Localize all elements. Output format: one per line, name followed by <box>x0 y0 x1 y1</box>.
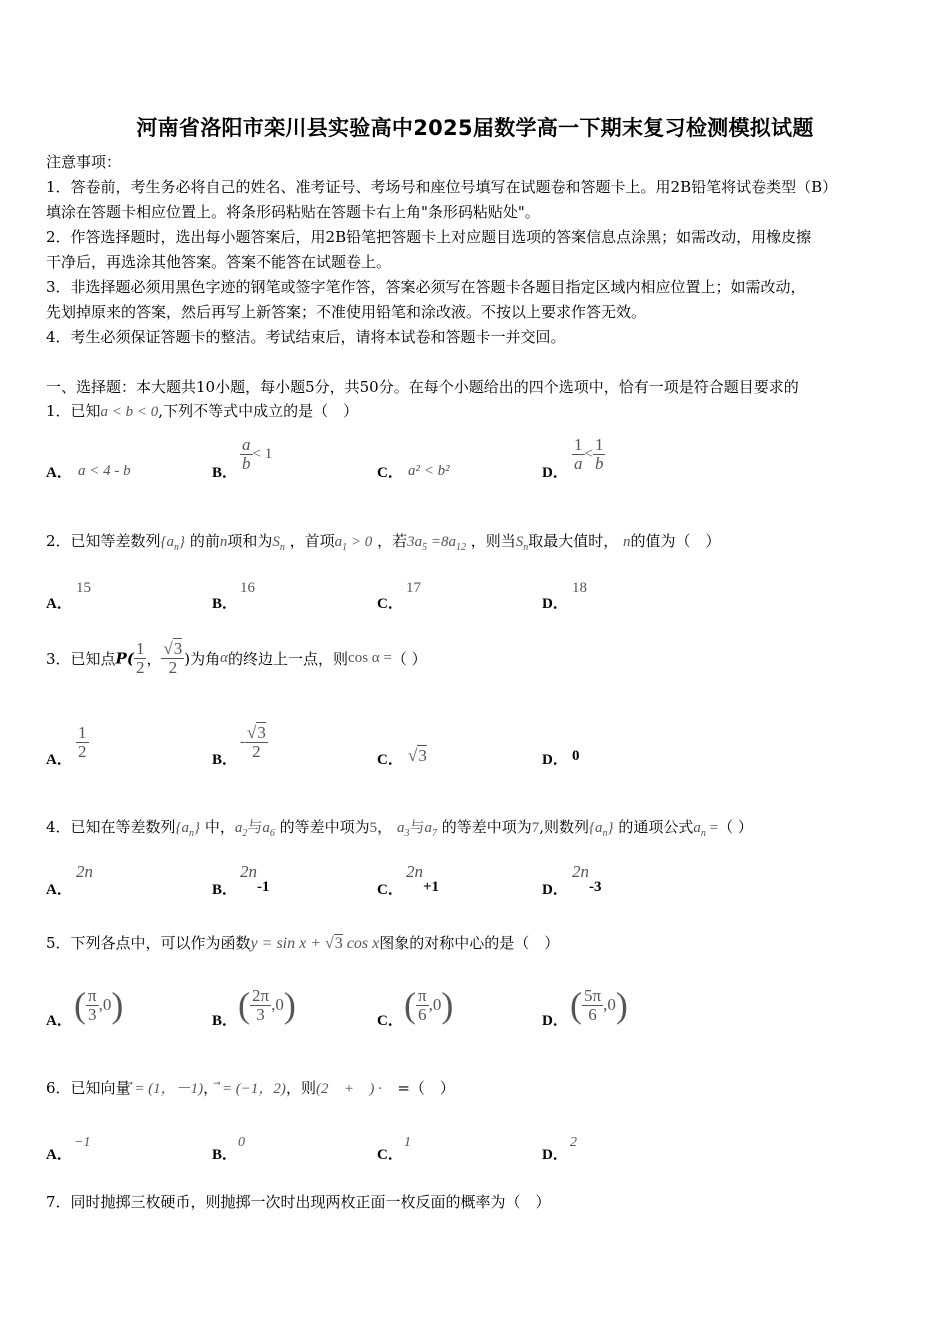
notice-line: 2．作答选择题时，选出每小题答案后，用2B铅笔把答题卡上对应题目选项的答案信息点涂黑；如需改动，用橡皮擦 <box>46 228 812 246</box>
q1-option-c: a² < b² <box>408 463 450 479</box>
option-label-b: B． <box>212 882 238 898</box>
q2-option-b: 16 <box>240 580 255 596</box>
question-2: 2．已知等差数列$\{a_n\}$ 的前n项和为$S_n$ ，首项$a_1 > 0$ ，若$3a_5 =8a_{12}$ ，则当$S_n$取最大值时， n的值为（ ） <box>46 532 721 553</box>
option-label-b: B． <box>212 596 238 612</box>
q6-option-d: 2 <box>570 1135 577 1150</box>
option-label-d: D． <box>542 1013 568 1029</box>
q6-option-c: 1 <box>404 1135 411 1150</box>
option-label-d: D． <box>542 882 568 898</box>
question-3: 3．已知点P( $\frac{1}{2}$ ， $\frac{√3}{2}$ )为角α的终边上一点，则cos α =（ ） <box>46 639 427 677</box>
q1-tail: ,下列不等式中成立的是（ ） <box>158 402 359 420</box>
q6-option-a: −1 <box>74 1135 91 1150</box>
option-label-d: D． <box>542 465 568 481</box>
q5-option-b: ( $\frac{2\pi}{3}$ ,0) <box>238 985 296 1025</box>
option-label-a: A． <box>46 1147 72 1163</box>
question-5: 5．下列各点中，可以作为函数y = sin x + √3 cos x图象的对称中心的是（ ） <box>46 934 560 952</box>
notice-line: 干净后，再选涂其他答案。答案不能答在试题卷上。 <box>46 253 392 271</box>
option-label-b: B． <box>212 1013 238 1029</box>
option-label-b: B． <box>212 465 238 481</box>
q1-option-b: $\frac{a}{b}$ < 1 <box>242 435 273 473</box>
option-label-c: C． <box>377 752 403 768</box>
option-label-a: A． <box>46 752 72 768</box>
option-label-d: D． <box>542 1147 568 1163</box>
question-7: 7．同时抛掷三枚硬币，则抛掷一次时出现两枚正面一枚反面的概率为（ ） <box>46 1193 551 1211</box>
q2-option-c: 17 <box>406 580 421 596</box>
q6-option-b: 0 <box>238 1135 245 1150</box>
q1-condition: a < b < 0 <box>100 404 159 420</box>
q3-option-a: $\frac{1}{2}$ <box>78 723 87 761</box>
question-6: 6．已知向量⃗ = (1，－1)，⃗ = (−1，2)，则(2⃗ + ⃗) · ⃗=（ ） <box>46 1079 455 1097</box>
q2-option-d: 18 <box>572 580 587 596</box>
section-heading: 一、选择题：本大题共10小题，每小题5分，共50分。在每个小题给出的四个选项中，恰有一项是符合题目要求的 <box>46 378 799 396</box>
question-4: 4．已知在等差数列$\{a_n\}$ 中，$a_2$与$a_6$ 的等差中项为5， $a_3$与$a_7$ 的等差中项为7,则数列$\{a_n\}$ 的通项公式$a_n$ =（ ） <box>46 818 753 839</box>
notice-line: 先划掉原来的答案，然后再写上新答案；不准使用铅笔和涂改液。不按以上要求作答无效。 <box>46 303 647 321</box>
option-label-a: A． <box>46 465 72 481</box>
q3-option-c: √3 <box>408 746 427 765</box>
q5-option-d: ( $\frac{5\pi}{6}$ ,0) <box>570 985 628 1025</box>
option-label-c: C． <box>377 1147 403 1163</box>
option-label-b: B． <box>212 752 238 768</box>
option-label-a: A． <box>46 596 72 612</box>
q5-option-a: ( $\frac{\pi}{3}$ ,0) <box>74 985 124 1025</box>
q3-option-d: 0 <box>572 748 580 764</box>
page-title: 河南省洛阳市栾川县实验高中2025届数学高一下期末复习检测模拟试题 <box>136 116 814 140</box>
notice-line: 4．考生必须保证答题卡的整洁。考试结束后，请将本试卷和答题卡一并交回。 <box>46 328 566 346</box>
q4-option-c: 2n+1 <box>406 862 440 895</box>
option-label-d: D． <box>542 596 568 612</box>
q5-option-c: ( $\frac{\pi}{6}$ ,0) <box>404 985 454 1025</box>
option-label-a: A． <box>46 1013 72 1029</box>
option-label-a: A． <box>46 882 72 898</box>
option-label-c: C． <box>377 1013 403 1029</box>
q1-option-d: $\frac{1}{a}$ < $\frac{1}{b}$ <box>574 435 604 473</box>
q4-option-d: 2n-3 <box>572 862 602 895</box>
q4-option-b: 2n-1 <box>240 862 270 895</box>
option-label-c: C． <box>377 465 403 481</box>
notice-heading: 注意事项： <box>46 153 122 171</box>
notice-line: 3．非选择题必须用黑色字迹的钢笔或签字笔作答，答案必须写在答题卡各题目指定区域内相应位置上；如需改动， <box>46 278 806 296</box>
option-label-b: B． <box>212 1147 238 1163</box>
q1-option-a: a < 4 - b <box>78 463 131 479</box>
option-label-d: D． <box>542 752 568 768</box>
q3-option-b: - $\frac{√3}{2}$ <box>240 723 266 761</box>
option-label-c: C． <box>377 882 403 898</box>
question-1 <box>46 400 358 421</box>
option-label-c: C． <box>377 596 403 612</box>
notice-line: 1．答卷前，考生务必将自己的姓名、准考证号、考场号和座位号填写在试题卷和答题卡上。用2B铅笔将试卷类型（B） <box>46 178 838 196</box>
q2-option-a: 15 <box>76 580 91 596</box>
q1-stem: 1．已知 <box>46 402 101 420</box>
notice-line: 填涂在答题卡相应位置上。将条形码粘贴在答题卡右上角"条形码粘贴处"。 <box>46 203 540 221</box>
q4-option-a: 2n <box>76 862 93 881</box>
